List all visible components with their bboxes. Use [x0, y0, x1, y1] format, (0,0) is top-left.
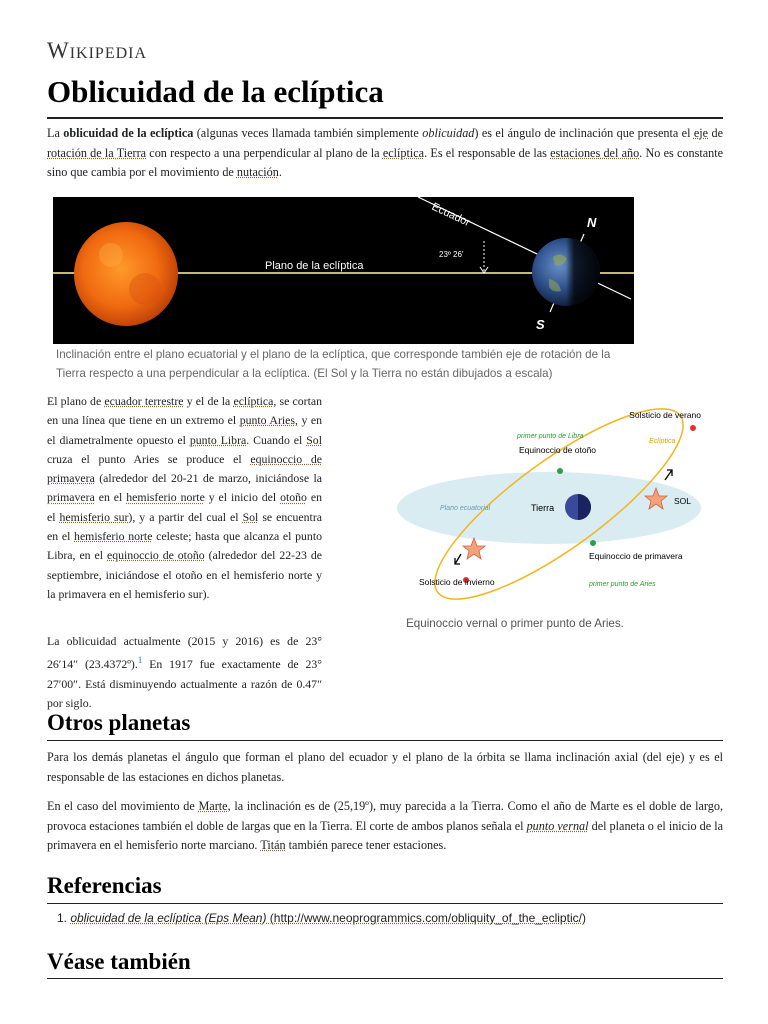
banner-north-label: N: [587, 215, 597, 230]
link-punto-libra[interactable]: punto Libra: [189, 432, 247, 447]
summer-solstice-point: [690, 425, 696, 431]
body-text: (alrededor del 22-23 de septiembre, iniciándose el otoño en el hemisferio norte y la primavera en el hemisferio sur).: [47, 548, 322, 601]
link-ecuador-terrestre[interactable]: ecuador terrestre: [104, 394, 184, 408]
label-plano-ecuatorial: Plano ecuatorial: [440, 505, 491, 512]
body-text: en el: [47, 490, 322, 524]
link-eje[interactable]: eje: [693, 126, 709, 140]
intro-text-1: La: [47, 126, 64, 140]
label-solsticio-verano: Solsticio de verano: [629, 410, 701, 420]
intro-italic-term: oblicuidad: [422, 126, 475, 140]
body-text: En 1917 fue exactamente de 23° 27′00″. Está disminuyendo actualmente a razón de 0.47″ por siglo.: [47, 657, 322, 710]
body-text: (alrededor del 20-21 de marzo, iniciándose la: [94, 471, 322, 486]
obliquity-banner-image[interactable]: [53, 197, 634, 344]
autumn-equinox-point: [557, 468, 563, 474]
link-ecliptica-2[interactable]: eclíptica: [233, 394, 274, 408]
body-text: . Cuando el: [246, 432, 307, 447]
equinox-diagram[interactable]: [379, 404, 701, 604]
section-divider: [47, 740, 723, 741]
section-heading-vease-tambien: Véase también: [47, 949, 191, 974]
reference-item: [57, 911, 586, 925]
reference-url-link[interactable]: (http://www.neoprogrammics.com/obliquity_of_the_ecliptic/): [266, 911, 586, 925]
intro-text-7: . No es constante sino que cambia por el movimiento de: [47, 145, 723, 179]
banner-angle-label: 23º 26': [439, 250, 464, 259]
label-equinoccio-otono: Equinoccio de otoño: [519, 445, 597, 455]
page-title: Oblicuidad de la eclíptica: [47, 74, 384, 109]
intro-text-2: (algunas veces llamada también simplemente: [193, 126, 423, 140]
body-text: y el inicio del: [204, 490, 281, 505]
title-divider: [47, 117, 723, 119]
link-marte[interactable]: Marte: [198, 799, 228, 813]
orbit-arrow-icon: [455, 554, 461, 564]
link-nutacion[interactable]: nutación: [236, 165, 279, 179]
body-text: , se cortan en una línea que tiene en un extremo el: [47, 394, 323, 428]
body-text: celeste; hasta que alcanza el punto Libra, en el: [47, 529, 323, 563]
section-heading-otros-planetas: Otros planetas: [47, 710, 191, 735]
otros-paragraph-2: [47, 797, 723, 856]
link-punto-aries[interactable]: punto Aries: [239, 413, 295, 428]
intro-text-6: . Es el responsable de las: [424, 145, 551, 160]
section-heading-referencias: Referencias: [47, 873, 162, 898]
body-text: La oblicuidad actualmente (2015 y 2016) es de 23° 26′14″ (23.4372º).: [47, 634, 322, 672]
body-text: cruza el punto Aries se produce el: [47, 451, 251, 466]
link-punto-vernal[interactable]: punto vernal: [526, 818, 589, 833]
link-titan[interactable]: Titán: [260, 838, 286, 852]
body-paragraph-1: [47, 392, 322, 604]
obliquity-illustration: [53, 197, 634, 344]
otros-paragraph-1: Para los demás planetas el ángulo que forman el plano del ecuador y el plano de la órbita se llama inclinación axial (del eje) y es el responsable de las estaciones en dichos planetas.: [47, 750, 723, 784]
orbit-arrow-icon: [665, 470, 672, 480]
link-hemisferio-norte[interactable]: hemisferio norte: [126, 490, 205, 505]
sun-image: [74, 222, 178, 326]
body-paragraph-2: [47, 632, 322, 713]
link-hemisferio-sur[interactable]: hemisferio sur: [59, 509, 129, 524]
banner-ecuador-label: Ecuador: [429, 200, 472, 230]
body-text: en el: [94, 490, 127, 505]
body-text: , la inclinación es de (25,19º), muy parecida a la Tierra. Como el año de Marte es el doble de largo, provoca estaciones también el doble de largas que en la Tierra. El corte de ambos planos señala el: [47, 799, 723, 833]
body-text: El plano de: [47, 394, 105, 408]
intro-bold-term: oblicuidad de la eclíptica: [63, 126, 194, 140]
section-divider: [47, 903, 723, 904]
diagram-caption: Equinoccio vernal o primer punto de Aries.: [406, 617, 624, 630]
reference-title-link[interactable]: oblicuidad de la eclíptica (Eps Mean): [70, 911, 267, 925]
label-ecliptica: Eclíptica: [649, 438, 676, 445]
wikipedia-wordmark[interactable]: Wikipedia: [47, 38, 148, 63]
reference-superscript[interactable]: 1: [137, 655, 143, 666]
link-estaciones[interactable]: estaciones del año: [550, 145, 640, 160]
link-rotacion[interactable]: rotación de la Tierra: [47, 145, 147, 160]
intro-text-4: de: [708, 126, 724, 140]
banner-caption: Inclinación entre el plano ecuatorial y el plano de la eclíptica, que corresponde también eje de rotación de la Tierra respecto a una perpendicular a la eclíptica. (El Sol y la Tierra no están dibujados a escala): [56, 348, 611, 380]
link-ecliptica[interactable]: eclíptica: [382, 145, 425, 160]
link-equinoccio-primavera[interactable]: equinoccio de primavera: [47, 451, 322, 486]
intro-paragraph: [47, 124, 723, 183]
label-solsticio-invierno: Solsticio de invierno: [419, 577, 495, 587]
link-sol-2[interactable]: Sol: [242, 509, 259, 524]
intro-text-5: con respecto a una perpendicular al plano de la: [146, 145, 383, 160]
label-tierra: Tierra: [531, 503, 555, 513]
label-primer-aries: primer punto de Aries: [589, 581, 656, 588]
banner-south-label: S: [536, 317, 545, 332]
link-hemisferio-norte-2[interactable]: hemisferio norte: [74, 529, 153, 544]
spring-equinox-point: [590, 540, 596, 546]
body-text: del planeta o el inicio de la primavera en el hemisferio norte marciano.: [47, 818, 723, 852]
link-otono[interactable]: otoño: [280, 490, 307, 505]
reference-number: 1.: [57, 911, 68, 925]
label-sol: SOL: [674, 496, 692, 506]
sun-star-icon: [463, 538, 485, 559]
body-text: también parece tener estaciones.: [285, 838, 447, 852]
label-primer-libra: primer punto de Libra: [517, 433, 584, 440]
body-text: En el caso del movimiento de: [47, 799, 199, 813]
link-equinoccio-otono[interactable]: equinoccio de otoño: [107, 548, 205, 563]
label-equinoccio-primavera: Equinoccio de primavera: [589, 551, 683, 561]
body-text: ), y a partir del cual el: [128, 509, 243, 524]
body-text: , y en el diametralmente opuesto el: [47, 413, 322, 447]
section-divider: [47, 978, 723, 979]
body-text: y el de la: [183, 394, 234, 408]
intro-text-8: .: [278, 165, 282, 179]
link-primavera[interactable]: primavera: [47, 490, 95, 505]
intro-text-3: ) es el ángulo de inclinación que presenta el: [474, 126, 694, 140]
link-sol[interactable]: Sol: [306, 432, 322, 447]
banner-plane-label: Plano de la eclíptica: [265, 260, 364, 272]
body-text: se encuentra en el: [47, 509, 322, 544]
